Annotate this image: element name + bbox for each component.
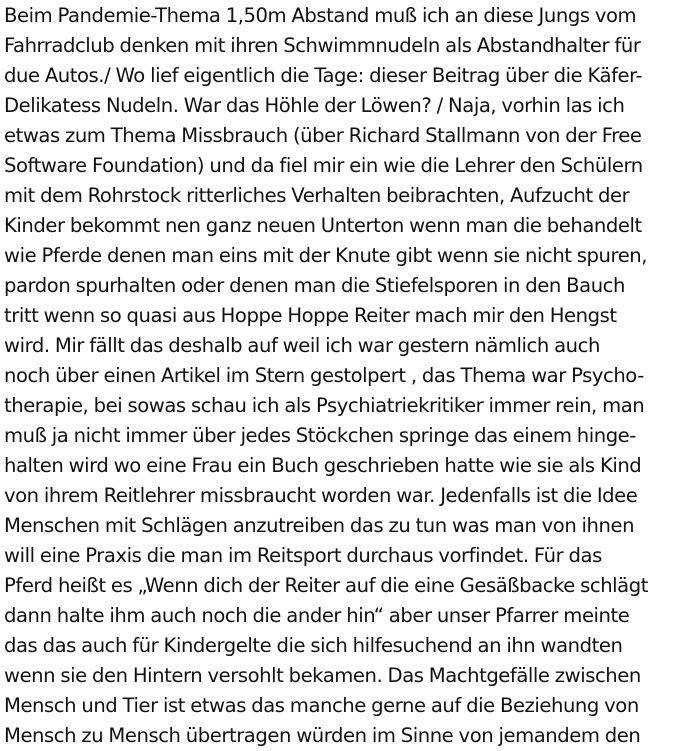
text-line: muß ja nicht immer über jedes Stöckchen springe das einem hinge- <box>4 424 636 447</box>
text-line: Software Foundation) und da fiel mir ein wie die Lehrer den Schülern <box>4 154 643 177</box>
text-line: Pferd heißt es „Wenn dich der Reiter auf die eine Gesäßbacke schlägt <box>4 574 648 597</box>
text-line: wie Pferde denen man eins mit der Knute gibt wenn sie nicht spuren, <box>4 244 648 267</box>
text-line: wenn sie den Hintern versohlt bekamen. Das Machtgefälle zwischen <box>4 664 641 687</box>
text-line: mit dem Rohrstock ritterliches Verhalten beibrachten, Aufzucht der <box>4 184 630 207</box>
text-line: Delikatess Nudeln. War das Höhle der Löwen? / Naja, vorhin las ich <box>4 94 625 117</box>
text-line: Fahrradclub denken mit ihren Schwimmnudeln als Abstandhalter für <box>4 34 641 57</box>
text-line: Beim Pandemie-Thema 1,50m Abstand muß ich an diese Jungs vom <box>4 4 637 27</box>
text-line: etwas zum Thema Missbrauch (über Richard Stallmann von der Free <box>4 124 642 147</box>
text-line: wird. Mir fällt das deshalb auf weil ich war gestern nämlich auch <box>4 334 600 357</box>
text-line: noch über einen Artikel im Stern gestolpert , das Thema war Psycho- <box>4 364 644 387</box>
text-line: halten wird wo eine Frau ein Buch geschrieben hatte wie sie als Kind <box>4 454 642 477</box>
text-line: therapie, bei sowas schau ich als Psychiatriekritiker immer rein, man <box>4 394 645 417</box>
text-line: Mensch zu Mensch übertragen würden im Sinne von jemandem den <box>4 724 641 747</box>
text-line: will eine Praxis die man im Reitsport durchaus vorfindet. Für das <box>4 544 602 567</box>
text-line: Kinder bekommt nen ganz neuen Unterton wenn man die behandelt <box>4 214 642 237</box>
document-body <box>4 1 682 751</box>
text-line: tritt wenn so quasi aus Hoppe Hoppe Reiter mach mir den Hengst <box>4 304 617 327</box>
text-line: pardon spurhalten oder denen man die Stiefelsporen in den Bauch <box>4 274 625 297</box>
text-line: Menschen mit Schlägen anzutreiben das zu tun was man von ihnen <box>4 514 635 537</box>
text-line: von ihrem Reitlehrer missbraucht worden war. Jedenfalls ist die Idee <box>4 484 638 507</box>
text-line: due Autos./ Wo lief eigentlich die Tage: dieser Beitrag über die Käfer- <box>4 64 643 87</box>
text-line: dann halte ihm auch noch die ander hin“ aber unser Pfarrer meinte <box>4 604 630 627</box>
text-line: Mensch und Tier ist etwas das manche gerne auf die Beziehung von <box>4 694 639 717</box>
text-line: das das auch für Kindergelte die sich hilfesuchend an ihn wandten <box>4 634 623 657</box>
